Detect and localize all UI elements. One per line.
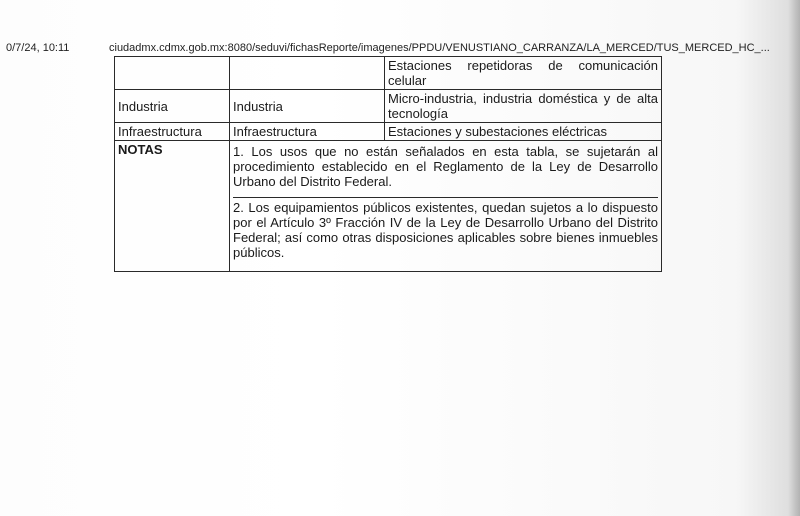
note-2: 2. Los equipamientos públicos existentes, quedan sujetos a lo dispuesto por el Artículo 3º Fracción IV de la Ley de Desarrollo Urbano del Distrito Federal; así como otras disposiciones aplicables sobre bienes inmuebles públicos.: [233, 197, 658, 270]
table-cell-uses: Estaciones y subestaciones eléctricas: [385, 123, 662, 141]
land-use-table: [114, 56, 662, 272]
table-cell-category: Infraestructura: [115, 123, 230, 141]
table-cell-uses: Estaciones repetidoras de comunicación celular: [385, 57, 662, 90]
notes-label: NOTAS: [115, 141, 230, 272]
table-cell-subcategory: Infraestructura: [230, 123, 385, 141]
table-cell-uses: Micro-industria, industria doméstica y de alta tecnología: [385, 90, 662, 123]
table-row: [115, 90, 662, 123]
table-cell-subcategory: Industria: [230, 90, 385, 123]
note-1: 1. Los usos que no están señalados en esta tabla, se sujetarán al procedimiento establecido en el Reglamento de la Ley de Desarrollo Urbano del Distrito Federal.: [233, 144, 658, 189]
notes-cell: [230, 141, 662, 272]
table-cell-subcategory: [230, 57, 385, 90]
table-cell-category: Industria: [115, 90, 230, 123]
notes-row: [115, 141, 662, 272]
print-date: 0/7/24, 10:11: [6, 42, 70, 54]
table-cell-category: [115, 57, 230, 90]
table-row: [115, 57, 662, 90]
print-url: ciudadmx.cdmx.gob.mx:8080/seduvi/fichasReporte/imagenes/PPDU/VENUSTIANO_CARRANZA/LA_MERCED/TUS_MERCED_HC_...: [109, 42, 770, 54]
table-row: [115, 123, 662, 141]
page-edge-shadow: [788, 0, 800, 516]
